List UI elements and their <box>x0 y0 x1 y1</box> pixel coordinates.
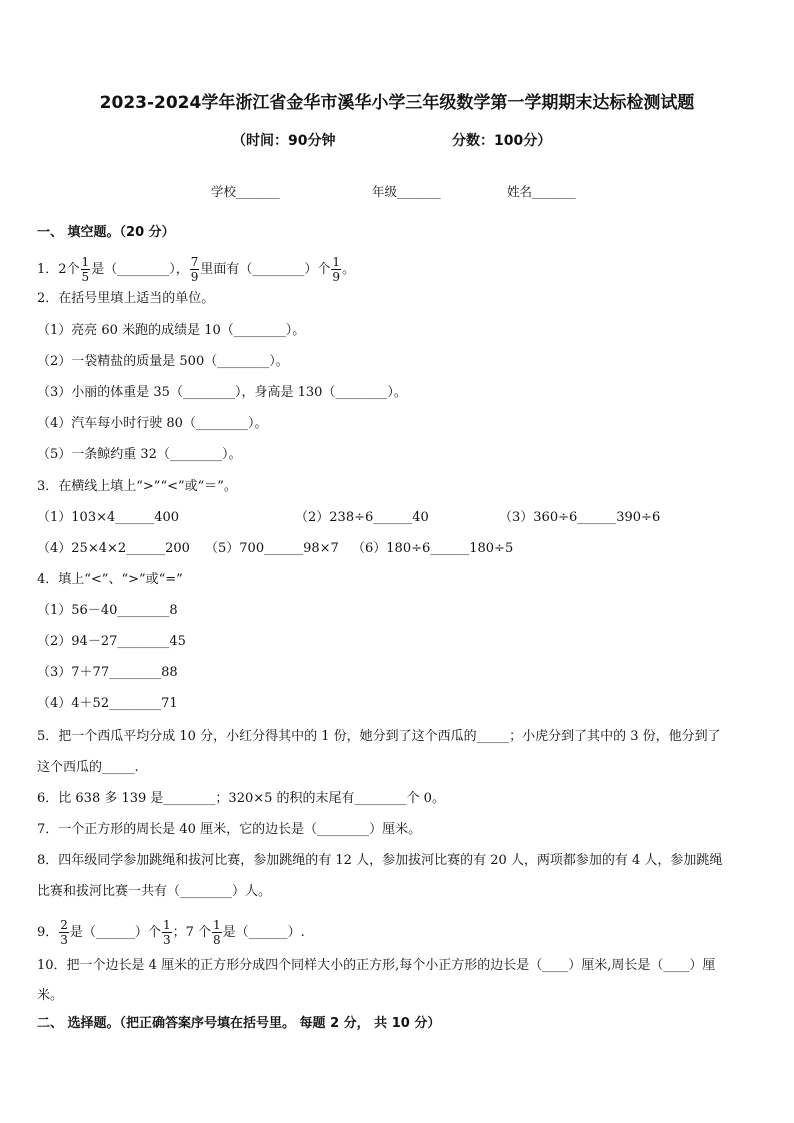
question-5: 5．把一个西瓜平均分成 10 分，小红分得其中的 1 份，她分到了这个西瓜的_____；小虎分到了其中的 3 份，他分到了 <box>37 729 721 744</box>
grade-field: 年级_______ <box>372 184 441 199</box>
question-2-item: （3）小丽的体重是 35（________），身高是 130（________）。 <box>37 385 407 400</box>
question-5-cont: 这个西瓜的_____. <box>37 760 139 775</box>
question-1: 1．2个 $\frac{1}{5}$ 是（________）， $\frac{7}{9}$ 里面有（________）个 $\frac{1}{9}$ 。 <box>37 255 356 284</box>
exam-time: （时间：90分钟 <box>232 133 336 149</box>
question-4-item: （1）56－40________8 <box>37 603 178 618</box>
question-6: 6．比 638 多 139 是________；320×5 的积的末尾有________个 0。 <box>37 791 445 806</box>
name-field: 姓名_______ <box>507 184 576 199</box>
fraction: $\frac{1}{8}$ <box>212 918 221 947</box>
fraction: $\frac{1}{9}$ <box>332 255 340 284</box>
question-2-item: （2）一袋精盐的质量是 500（________）。 <box>37 354 289 369</box>
fraction: $\frac{7}{9}$ <box>190 255 199 284</box>
question-2-stem: 2．在括号里填上适当的单位。 <box>37 291 215 306</box>
section-2-heading: 二、 选择题。（把正确答案序号填在括号里。 每题 2 分， 共 10 分） <box>37 1016 441 1031</box>
question-2-item: （4）汽车每小时行驶 80（________）。 <box>37 416 268 431</box>
question-8: 8．四年级同学参加跳绳和拔河比赛，参加跳绳的有 12 人，参加拔河比赛的有 20 人，两项都参加的有 4 人，参加跳绳 <box>37 853 723 868</box>
question-4-item: （3）7＋77________88 <box>37 665 178 680</box>
question-4-stem: 4．填上“<”、“>”或“=” <box>37 572 183 587</box>
fraction: $\frac{1}{3}$ <box>162 918 171 947</box>
question-9: 9． $\frac{2}{3}$ 是（______）个 $\frac{1}{3}$ ；7 个 $\frac{1}{8}$ 是（______）. <box>37 918 305 947</box>
question-10: 10．把一个边长是 4 厘米的正方形分成四个同样大小的正方形,每个小正方形的边长是（____）厘米,周长是（____）厘 <box>37 958 716 973</box>
school-field: 学校_______ <box>211 184 280 199</box>
section-1-heading: 一、 填空题。（20 分） <box>37 225 175 240</box>
question-3-stem: 3．在横线上填上“>”“<”或“＝”。 <box>37 479 237 494</box>
fraction: $\frac{1}{5}$ <box>81 255 90 284</box>
question-2-item: （1）亮亮 60 米跑的成绩是 10（________）。 <box>37 323 306 338</box>
question-4-item: （2）94－27________45 <box>37 634 186 649</box>
question-2-item: （5）一条鲸约重 32（________）。 <box>37 447 242 462</box>
fraction: $\frac{2}{3}$ <box>60 918 68 947</box>
page-title: 2023-2024学年浙江省金华市溪华小学三年级数学第一学期期末达标检测试题 <box>99 93 695 113</box>
question-4-item: （4）4＋52________71 <box>37 696 178 711</box>
question-7: 7．一个正方形的周长是 40 厘米，它的边长是（________）厘米。 <box>37 822 422 837</box>
question-10-cont: 米。 <box>37 988 64 1003</box>
exam-score: 分数：100分） <box>452 133 552 149</box>
question-8-cont: 比赛和拔河比赛一共有（________）人。 <box>37 884 272 899</box>
